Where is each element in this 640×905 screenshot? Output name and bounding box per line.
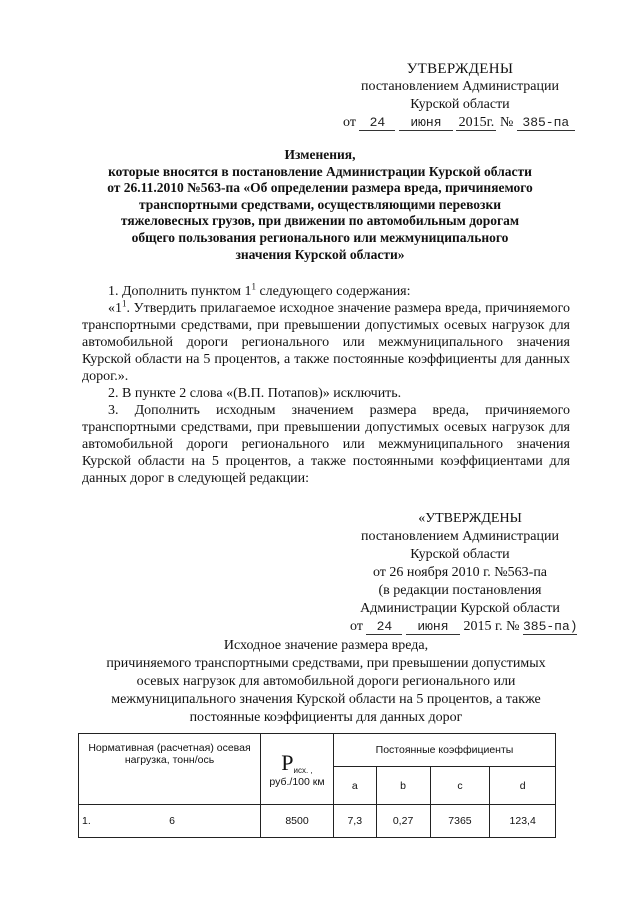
cell-a: 7,3 xyxy=(334,805,377,838)
header-coefficients: Постоянные коэффициенты xyxy=(334,734,556,767)
cell-load xyxy=(79,805,261,838)
approval-title: УТВЕРЖДЕНЫ xyxy=(406,61,514,77)
approval2-line2: Курской области xyxy=(410,547,510,562)
table-caption xyxy=(82,637,570,727)
heading-line1: Изменения, xyxy=(284,147,356,162)
heading-line7: значения Курской области» xyxy=(235,246,405,262)
heading-line3: от 26.11.2010 №563-па «Об определении размера вреда, причиняемого xyxy=(107,180,533,196)
header-c: c xyxy=(430,767,490,805)
document-body xyxy=(82,283,570,487)
approval-block-2 xyxy=(340,510,580,636)
header-a: a xyxy=(334,767,377,805)
caption-line5: постоянные коэффициенты для данных дорог xyxy=(189,710,463,725)
p2-sup: 1 xyxy=(122,298,127,309)
header-load: Нормативная (расчетная) осевая нагрузка, тонн/ось xyxy=(79,734,261,805)
heading-line5: тяжеловесных грузов, при движении по автомобильным дорогам xyxy=(120,213,520,229)
header-p-letter: P xyxy=(281,750,294,775)
heading-line6: общего пользования регионального или межмуниципального xyxy=(131,229,509,245)
approval2-month: июня xyxy=(406,620,460,635)
header-d: d xyxy=(490,767,556,805)
approval2-dateline xyxy=(340,618,580,636)
approval-line1: постановлением Администрации xyxy=(361,79,559,94)
caption-line3: осевых нагрузок для автомобильной дороги регионального или xyxy=(136,674,516,689)
approval2-date-prefix: от xyxy=(350,619,363,634)
approval-dateline xyxy=(340,114,580,132)
paragraph-4: 3. Дополнить исходным значением размера вреда, причиняемого транспортными средствами, при превышении допустимых осевых нагрузок для автомобильной дороги регионального или межмуниципального значения Курской области на 5 процентов, а также постоянными коэффициентами для данных дорог в следующей редакции: xyxy=(82,403,570,486)
caption-line1: Исходное значение размера вреда, xyxy=(223,638,429,653)
header-p xyxy=(261,734,334,805)
p2-text-a: «1 xyxy=(108,301,122,316)
approval-date-prefix: от xyxy=(343,115,356,130)
cell-load-value: 6 xyxy=(169,815,175,827)
heading-line4: транспортными средствами, осуществляющими перевозки xyxy=(138,196,502,212)
approval2-number: 385-па) xyxy=(522,619,578,634)
cell-b: 0,27 xyxy=(376,805,430,838)
approval-day: 24 xyxy=(359,116,395,131)
approval-number-prefix: № xyxy=(499,115,514,130)
approval2-title: «УТВЕРЖДЕНЫ xyxy=(418,511,522,526)
approval2-line1: постановлением Администрации xyxy=(361,529,559,544)
approval2-line3: от 26 ноября 2010 г. №563-па xyxy=(372,565,548,580)
paragraph-1 xyxy=(82,283,570,300)
approval-month: июня xyxy=(399,116,453,131)
header-p-sub: исх. , xyxy=(293,766,313,776)
cell-p: 8500 xyxy=(261,805,334,838)
cell-row-number: 1. xyxy=(82,815,91,827)
header-p-unit: руб./100 км xyxy=(269,776,325,788)
paragraph-3: 2. В пункте 2 слова «(В.П. Потапов)» исключить. xyxy=(108,386,402,401)
document-heading xyxy=(70,147,570,263)
caption-line4: межмуниципального значения Курской области на 5 процентов, а также xyxy=(111,692,541,707)
approval2-line4: (в редакции постановления xyxy=(378,583,542,598)
table-header-row xyxy=(79,734,556,767)
approval-line2: Курской области xyxy=(410,97,510,112)
cell-d: 123,4 xyxy=(490,805,556,838)
p1-text-a: 1. Дополнить пунктом 1 xyxy=(108,284,252,299)
cell-c: 7365 xyxy=(430,805,490,838)
header-b: b xyxy=(376,767,430,805)
approval2-number-prefix: № xyxy=(506,619,520,634)
caption-line2: причиняемого транспортными средствами, при превышении допустимых xyxy=(106,656,546,671)
p1-text-b: следующего содержания: xyxy=(255,284,411,299)
heading-line2: которые вносятся в постановление Администрации Курской области xyxy=(108,163,532,179)
approval-year: 2015г. xyxy=(456,116,496,131)
approval2-year: 2015 г. xyxy=(463,619,503,634)
approval2-day: 24 xyxy=(366,620,402,635)
paragraph-2 xyxy=(82,300,570,385)
table-row xyxy=(79,805,556,838)
p1-sup: 1 xyxy=(251,281,256,292)
approval-number: 385-па xyxy=(517,116,575,131)
coefficients-table xyxy=(78,733,556,838)
approval-block xyxy=(340,60,580,132)
p2-text-b: . Утвердить прилагаемое исходное значение размера вреда, причиняемого транспортными средствами, при превышении допустимых осевых нагрузок для автомобильной дороги регионального или межмуниципального значения Курской области на 5 процентов, а также постоянные коэффициенты для данных дорог.». xyxy=(82,301,570,384)
approval2-line5: Администрации Курской области xyxy=(360,601,560,616)
